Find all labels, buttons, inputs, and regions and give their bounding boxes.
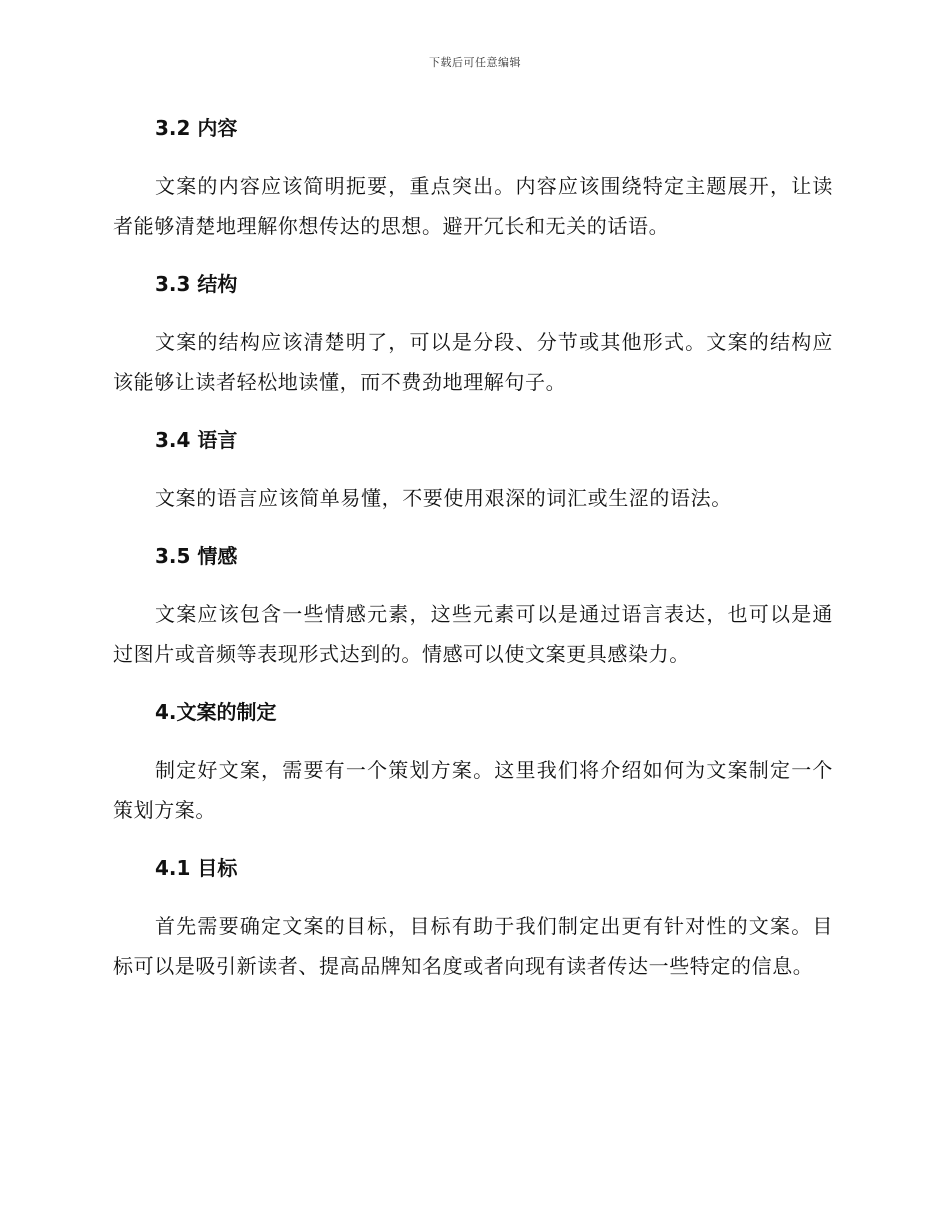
section-heading: 4.文案的制定	[155, 700, 277, 724]
section-paragraph: 文案的语言应该简单易懂，不要使用艰深的词汇或生涩的语法。	[155, 486, 732, 510]
section-heading: 3.2 内容	[155, 116, 238, 140]
page-header-note: 下载后可任意编辑	[429, 56, 521, 69]
document-body	[113, 108, 833, 1004]
section-heading: 3.5 情感	[155, 544, 238, 568]
section-heading: 3.3 结构	[155, 272, 238, 296]
section-paragraph: 文案的结构应该清楚明了，可以是分段、分节或其他形式。文案的结构应该能够让读者轻松地读懂，而不费劲地理解句子。	[113, 330, 833, 394]
section-heading: 3.4 语言	[155, 428, 238, 452]
section-paragraph: 文案应该包含一些情感元素，这些元素可以是通过语言表达，也可以是通过图片或音频等表现形式达到的。情感可以使文案更具感染力。	[113, 602, 833, 666]
section-paragraph: 制定好文案，需要有一个策划方案。这里我们将介绍如何为文案制定一个策划方案。	[113, 758, 833, 822]
section-heading: 4.1 目标	[155, 856, 238, 880]
section-paragraph: 首先需要确定文案的目标，目标有助于我们制定出更有针对性的文案。目标可以是吸引新读者、提高品牌知名度或者向现有读者传达一些特定的信息。	[113, 914, 833, 978]
section-paragraph: 文案的内容应该简明扼要，重点突出。内容应该围绕特定主题展开，让读者能够清楚地理解你想传达的思想。避开冗长和无关的话语。	[113, 174, 833, 238]
